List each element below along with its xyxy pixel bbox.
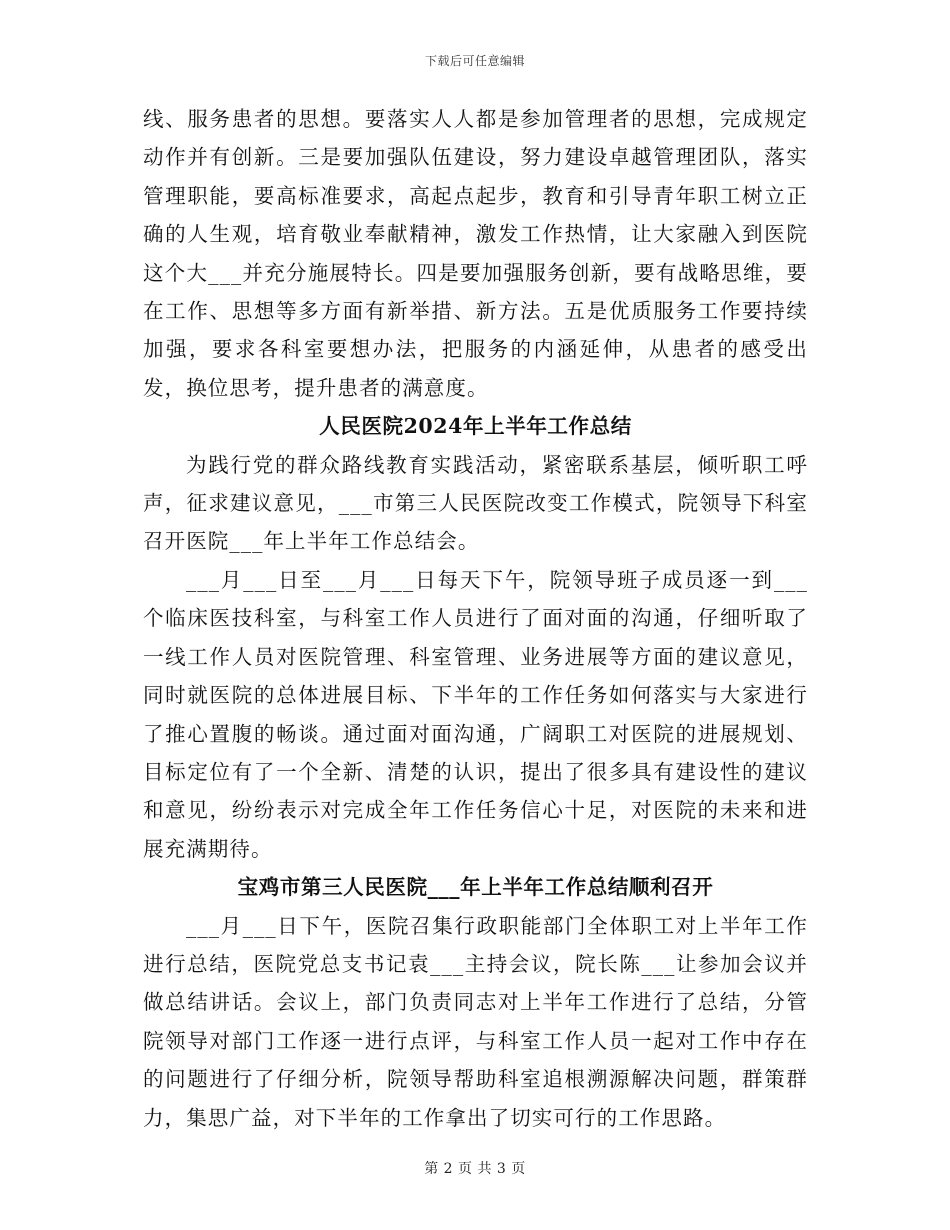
- section-title-meeting: 宝鸡市第三人民医院___年上半年工作总结顺利召开: [237, 875, 714, 900]
- paragraph-communication: ___月___日至___月___日每天下午，院领导班子成员逐一到___个临床医技科室，与科室工作人员进行了面对面的沟通，仔细听取了一线工作人员对医院管理、科室管理、业务进展等方面的建议意见，同时就医院的总体进展目标、下半年的工作任务如何落实与大家进行了推心置腹的畅谈。通过面对面沟通，广阔职工对医院的进展规划、目标定位有了一个全新、清楚的认识，提出了很多具有建设性的建议和意见，纷纷表示对完成全年工作任务信心十足，对医院的未来和进展充满期待。: [143, 567, 808, 861]
- paragraph-continued: 线、服务患者的思想。要落实人人都是参加管理者的思想，完成规定动作并有创新。三是要加强队伍建设，努力建设卓越管理团队，落实管理职能，要高标准要求，高起点起步，教育和引导青年职工树立正确的人生观，培育敬业奉献精神，激发工作热情，让大家融入到医院这个大___并充分施展特长。四是要加强服务创新，要有战略思维，要在工作、思想等多方面有新举措、新方法。五是优质服务工作要持续加强，要求各科室要想办法，把服务的内涵延伸，从患者的感受出发，换位思考，提升患者的满意度。: [143, 107, 808, 400]
- document-body: [143, 100, 808, 1137]
- paragraph-intro: 为践行党的群众路线教育实践活动，紧密联系基层，倾听职工呼声，征求建议意见，___市第三人民医院改变工作模式，院领导下科室召开医院___年上半年工作总结会。: [143, 452, 808, 554]
- section-title-work-summary: 人民医院2024年上半年工作总结: [319, 414, 632, 439]
- page-header-note: 下载后可任意编辑: [424, 54, 525, 68]
- page-number: 第 2 页 共 3 页: [424, 1161, 526, 1177]
- paragraph-meeting: ___月___日下午，医院召集行政职能部门全体职工对上半年工作进行总结，医院党总支书记袁___主持会议，院长陈___让参加会议并做总结讲话。会议上，部门负责同志对上半年工作进行了总结，分管院领导对部门工作逐一进行点评，与科室工作人员一起对工作中存在的问题进行了仔细分析，院领导帮助科室追根溯源解决问题，群策群力，集思广益，对下半年的工作拿出了切实可行的工作思路。: [143, 913, 808, 1130]
